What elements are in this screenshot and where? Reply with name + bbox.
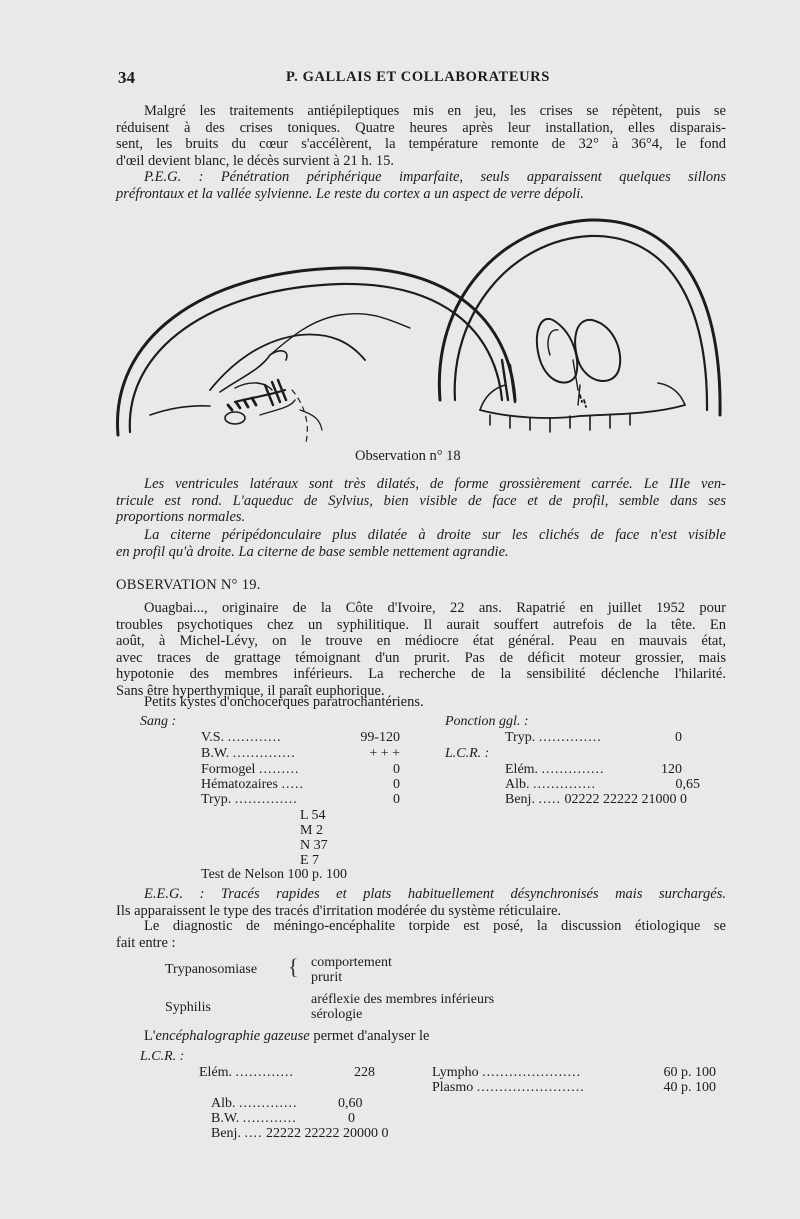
- text-line: proportions normales.: [116, 509, 246, 526]
- text-line: P.E.G. : Pénétration périphérique imparfaite, seuls apparaissent quelques sillons: [144, 169, 726, 185]
- text-line: d'œil devient blanc, le décès survient à 21 h. 15.: [116, 152, 395, 169]
- text-line: fait entre :: [116, 934, 176, 951]
- lab-name: B.W.: [211, 1111, 240, 1126]
- observation-heading: OBSERVATION N° 19.: [116, 577, 261, 593]
- text-line: Ouagbai..., originaire de la Côte d'Ivoire, 22 ans. Rapatrié en juillet 1952 pour: [144, 600, 726, 616]
- lab-value: 40 p. 100: [663, 1080, 716, 1095]
- case-paragraph: [116, 600, 726, 700]
- lab-value: 0: [348, 1111, 355, 1126]
- cysts-line: Petits kystes d'onchocerques paratrochantériens.: [144, 694, 424, 710]
- text-line: Malgré les traitements antiépileptiques mis en jeu, les crises se répètent, puis se: [144, 103, 726, 119]
- lcr2-label: L.C.R. :: [140, 1049, 185, 1064]
- lab-value: 0: [393, 762, 400, 777]
- trypanosomiase-label: Trypanosomiase: [165, 962, 258, 977]
- lab-dots: ......................: [482, 1065, 582, 1080]
- text-line: hypotonie des membres inférieurs. La recherche de la sensibilité déclenche l'hilarité.: [116, 666, 726, 683]
- lcr-row: [505, 762, 605, 778]
- formula-item: L 54: [300, 808, 326, 823]
- lcr2-row: [211, 1096, 298, 1112]
- lab-dots: ............: [227, 730, 282, 745]
- lab-dots: .....: [281, 777, 304, 792]
- formula-item: M 2: [300, 823, 323, 838]
- formula-item: N 37: [300, 838, 328, 853]
- lab-name: Hématozaires: [201, 777, 278, 792]
- lab-name: Alb.: [211, 1096, 236, 1111]
- lab-name: Benj.: [505, 792, 535, 807]
- intro-paragraph: [116, 103, 726, 169]
- lab-name: Tryp.: [505, 730, 536, 745]
- sang-row: [201, 762, 299, 778]
- encephalogram-figure: [110, 210, 730, 455]
- cistern-paragraph: [116, 527, 726, 560]
- lab-value: 0: [675, 730, 682, 745]
- sang-row: [201, 730, 282, 746]
- lab-name: Lympho: [432, 1065, 479, 1080]
- lab-dots: ..............: [533, 777, 596, 792]
- text-line: préfrontaux et la vallée sylvienne. Le reste du cortex a un aspect de verre dépoli.: [116, 185, 584, 202]
- eeg-line: E.E.G. : Tracés rapides et plats habituellement désynchronisés mais surchargés.: [144, 886, 726, 902]
- lcr2-row: [432, 1065, 581, 1081]
- lab-value: 99-120: [360, 730, 400, 745]
- lab-value: 228: [354, 1065, 375, 1080]
- lcr-label: L.C.R. :: [445, 746, 490, 761]
- lcr2-row: [211, 1111, 297, 1127]
- lcr2-row: [211, 1126, 388, 1142]
- lab-value: + + +: [369, 746, 400, 761]
- brace-icon: {: [288, 954, 299, 979]
- lab-name: Benj.: [211, 1126, 241, 1141]
- sang-label: Sang :: [140, 714, 177, 729]
- differential-item: prurit: [311, 970, 343, 985]
- text-line: Sans être hyperthymique, il paraît euphorique.: [116, 682, 385, 699]
- encephalography-suffix: permet d'analyser le: [309, 1028, 430, 1044]
- lab-dots: .............: [235, 1065, 295, 1080]
- lab-value: 0,60: [338, 1096, 363, 1111]
- lab-name: V.S.: [201, 730, 225, 745]
- lab-dots: ..............: [234, 792, 298, 807]
- text-line: sent, les bruits du cœur s'accélèrent, la température remonte de 32° à 36°4, le fond: [116, 136, 726, 153]
- lab-name: Tryp.: [201, 792, 232, 807]
- differential-item: sérologie: [311, 1007, 363, 1022]
- text-line: Ils apparaissent le type des tracés d'irritation modérée du système réticulaire.: [116, 902, 562, 919]
- ventricles-paragraph: [116, 476, 726, 526]
- lab-name: Formogel: [201, 762, 256, 777]
- lcr2-row: [432, 1080, 585, 1096]
- lab-dots: .............: [239, 1096, 298, 1111]
- lab-name: Alb.: [505, 777, 530, 792]
- lab-dots: ............: [242, 1111, 297, 1126]
- encephalography-term: encéphalographie gazeuse: [155, 1028, 310, 1044]
- running-title: P. GALLAIS ET COLLABORATEURS: [286, 69, 550, 85]
- encephalography-line: [144, 1028, 430, 1045]
- figure-caption: Observation n° 18: [355, 448, 461, 464]
- lab-dots: ..............: [541, 762, 605, 777]
- differential-item: aréflexie des membres inférieurs: [311, 992, 495, 1007]
- lab-name: Plasmo: [432, 1080, 474, 1095]
- text-line: en profil qu'à droite. La citerne de base semble nettement agrandie.: [116, 543, 509, 560]
- ponction-label: Ponction ggl. :: [445, 714, 529, 729]
- nelson-test: Test de Nelson 100 p. 100: [201, 867, 348, 882]
- lcr-row: [505, 792, 687, 808]
- lab-value: 0: [393, 777, 400, 792]
- text-line: troubles psychotiques chez un syphilitique. Il aurait souffert autrefois de la tête. En: [116, 616, 726, 633]
- lateral-brain-drawing: [118, 268, 515, 442]
- text-line: La citerne péripédonculaire plus dilatée à droite sur les clichés de face n'est visible: [144, 527, 726, 543]
- lab-dots: ....: [244, 1126, 263, 1141]
- text-line: réduisent à des crises toniques. Quatre heures après leur installation, elles disparais-: [116, 119, 726, 136]
- text-line: [116, 886, 726, 903]
- encephalography-prefix: L': [144, 1028, 156, 1044]
- lab-value: 0: [393, 792, 400, 807]
- lcr2-row: [199, 1065, 294, 1081]
- lab-dots: .....: [538, 792, 561, 807]
- frontal-brain-drawing: [439, 220, 720, 432]
- eeg-paragraph: [116, 886, 726, 919]
- lab-dots: ..............: [232, 746, 296, 761]
- formula-item: E 7: [300, 853, 320, 868]
- text-line: Le diagnostic de méningo-encéphalite torpide est posé, la discussion étiologique se: [144, 918, 726, 934]
- lcr-row: [505, 777, 596, 793]
- lab-dots: ........................: [476, 1080, 585, 1095]
- diagnosis-paragraph: [116, 918, 726, 951]
- lab-dots: ..............: [538, 730, 602, 745]
- lab-name: Elém.: [199, 1065, 233, 1080]
- lab-value: 22222 22222 20000 0: [265, 1126, 389, 1141]
- page-number: 34: [118, 68, 135, 87]
- lab-value: 0,65: [675, 777, 700, 792]
- lab-value: 120: [661, 762, 682, 777]
- lab-dots: .........: [258, 762, 300, 777]
- text-line: avec traces de grattage témoignant d'un prurit. Pas de déficit moteur grossier, mais: [116, 649, 726, 666]
- lab-name: B.W.: [201, 746, 230, 761]
- syphilis-label: Syphilis: [165, 1000, 211, 1015]
- ponction-row: [505, 730, 602, 746]
- lab-name: Elém.: [505, 762, 539, 777]
- sang-row: [201, 792, 298, 808]
- peg-paragraph: [116, 169, 726, 202]
- differential-item: comportement: [311, 955, 392, 970]
- text-line: tricule est rond. L'aqueduc de Sylvius, bien visible de face et de profil, semble dans ses: [116, 492, 726, 509]
- lab-value: 60 p. 100: [663, 1065, 716, 1080]
- lab-value: 02222 22222 21000 0: [564, 792, 687, 807]
- sang-row: [201, 746, 296, 762]
- sang-row: [201, 777, 304, 793]
- text-line: août, à Michel-Lévy, on le trouve en médiocre état général. Peau en mauvais état,: [116, 633, 726, 650]
- text-line: Les ventricules latéraux sont très dilatés, de forme grossièrement carrée. Le IIIe ven-: [144, 476, 726, 492]
